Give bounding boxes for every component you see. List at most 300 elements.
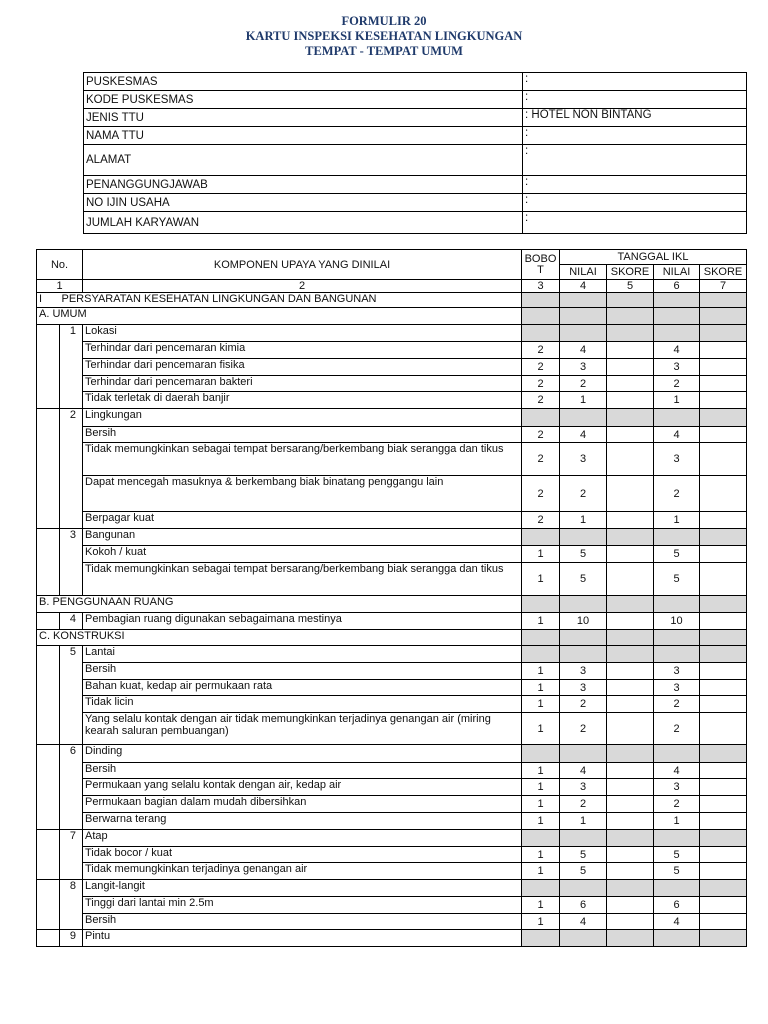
skore-cell[interactable] xyxy=(607,476,654,512)
bobot-cell xyxy=(522,293,560,308)
table-row xyxy=(37,930,747,947)
info-value-field[interactable]: : xyxy=(523,212,747,234)
info-value-field[interactable]: : xyxy=(523,145,747,176)
blank-cell xyxy=(60,713,83,745)
nilai-cell: 5 xyxy=(654,546,700,563)
criteria-text: Berwarna terang xyxy=(83,813,522,830)
blank-cell xyxy=(60,476,83,512)
nilai-cell: 1 xyxy=(560,813,607,830)
skore-cell[interactable] xyxy=(607,763,654,779)
bobot-cell: 1 xyxy=(522,779,560,796)
skore-cell xyxy=(700,596,747,613)
skore-cell xyxy=(607,529,654,546)
skore-cell xyxy=(700,409,747,427)
bobot-cell xyxy=(522,745,560,763)
skore-cell xyxy=(607,646,654,663)
group-title: Bangunan xyxy=(83,529,522,546)
nilai-cell: 6 xyxy=(654,897,700,914)
skore-cell[interactable] xyxy=(700,680,747,696)
nilai-cell: 5 xyxy=(654,863,700,880)
skore-cell xyxy=(700,308,747,325)
info-value-field[interactable]: : xyxy=(523,176,747,194)
table-row xyxy=(37,293,747,308)
info-label: JUMLAH KARYAWAN xyxy=(84,212,523,234)
skore-cell[interactable] xyxy=(607,914,654,930)
skore-cell[interactable] xyxy=(700,563,747,596)
table-row xyxy=(37,897,747,914)
info-value-field[interactable]: : xyxy=(523,91,747,109)
blank-cell xyxy=(37,863,60,880)
table-row xyxy=(37,476,747,512)
info-value-field[interactable]: : xyxy=(523,127,747,145)
table-row xyxy=(37,392,747,409)
nilai-cell: 5 xyxy=(654,847,700,863)
nilai-cell: 4 xyxy=(654,763,700,779)
nilai-cell: 2 xyxy=(560,796,607,813)
skore-cell[interactable] xyxy=(607,663,654,680)
skore-cell xyxy=(700,646,747,663)
nilai-cell: 3 xyxy=(560,443,607,476)
nilai-cell: 2 xyxy=(560,476,607,512)
header-no: No. xyxy=(37,250,83,280)
form-number: FORMULIR 20 xyxy=(341,14,427,28)
nilai-cell xyxy=(560,308,607,325)
nilai-cell: 2 xyxy=(560,376,607,392)
skore-cell xyxy=(700,830,747,847)
nilai-cell xyxy=(654,646,700,663)
skore-cell[interactable] xyxy=(607,847,654,863)
table-row xyxy=(37,847,747,863)
info-value-field[interactable]: : xyxy=(523,194,747,212)
table-row xyxy=(37,512,747,529)
nilai-cell xyxy=(560,293,607,308)
info-label: KODE PUSKESMAS xyxy=(84,91,523,109)
nilai-cell: 6 xyxy=(560,897,607,914)
info-label: NO IJIN USAHA xyxy=(84,194,523,212)
identity-table xyxy=(83,72,747,234)
inspection-table xyxy=(36,249,747,947)
table-row xyxy=(37,529,747,546)
bobot-cell: 1 xyxy=(522,713,560,745)
item-number: 4 xyxy=(60,613,83,630)
blank-cell xyxy=(37,512,60,529)
skore-cell xyxy=(700,293,747,308)
skore-cell[interactable] xyxy=(700,897,747,914)
blank-cell xyxy=(37,914,60,930)
table-row xyxy=(37,779,747,796)
inspection-rows xyxy=(37,293,747,947)
blank-cell xyxy=(37,930,60,947)
criteria-text: Yang selalu kontak dengan air tidak memungkinkan terjadinya genangan air (miring kearah saluran pembuangan) xyxy=(83,713,522,745)
skore-cell[interactable] xyxy=(700,847,747,863)
skore-cell[interactable] xyxy=(700,763,747,779)
blank-cell xyxy=(60,897,83,914)
criteria-text: Bahan kuat, kedap air permukaan rata xyxy=(83,680,522,696)
bobot-cell xyxy=(522,409,560,427)
table-row xyxy=(37,359,747,376)
form-header xyxy=(0,14,768,59)
blank-cell xyxy=(60,359,83,376)
nilai-cell: 2 xyxy=(560,713,607,745)
blank-cell xyxy=(60,763,83,779)
nilai-cell: 1 xyxy=(654,813,700,830)
skore-cell[interactable] xyxy=(607,779,654,796)
blank-cell xyxy=(37,409,60,427)
info-label: PUSKESMAS xyxy=(84,73,523,91)
table-row xyxy=(37,409,747,427)
table-row xyxy=(37,342,747,359)
skore-cell xyxy=(607,880,654,897)
skore-cell[interactable] xyxy=(700,359,747,376)
blank-cell xyxy=(37,342,60,359)
skore-cell[interactable] xyxy=(700,443,747,476)
nilai-cell: 1 xyxy=(654,512,700,529)
criteria-text: Tidak memungkinkan sebagai tempat bersarang/berkembang biak serangga dan tikus xyxy=(83,563,522,596)
bobot-cell: 1 xyxy=(522,914,560,930)
column-index: 1 xyxy=(37,280,83,293)
nilai-cell: 2 xyxy=(654,376,700,392)
nilai-cell: 2 xyxy=(654,476,700,512)
blank-cell xyxy=(60,696,83,713)
blank-cell xyxy=(37,847,60,863)
blank-cell xyxy=(60,847,83,863)
bobot-cell: 1 xyxy=(522,613,560,630)
criteria-text: Tidak bocor / kuat xyxy=(83,847,522,863)
skore-cell[interactable] xyxy=(607,813,654,830)
skore-cell xyxy=(700,529,747,546)
nilai-cell xyxy=(654,630,700,646)
nilai-cell xyxy=(560,880,607,897)
nilai-cell: 3 xyxy=(654,443,700,476)
bobot-cell xyxy=(522,325,560,342)
skore-cell[interactable] xyxy=(700,376,747,392)
blank-cell xyxy=(37,376,60,392)
criteria-text: Tinggi dari lantai min 2.5m xyxy=(83,897,522,914)
table-row xyxy=(37,443,747,476)
bobot-cell: 1 xyxy=(522,696,560,713)
skore-cell xyxy=(700,880,747,897)
bobot-cell: 2 xyxy=(522,359,560,376)
skore-cell[interactable] xyxy=(607,546,654,563)
skore-cell[interactable] xyxy=(607,376,654,392)
blank-cell xyxy=(60,796,83,813)
skore-cell[interactable] xyxy=(700,713,747,745)
nilai-cell: 3 xyxy=(560,663,607,680)
skore-cell xyxy=(607,293,654,308)
skore-cell[interactable] xyxy=(700,813,747,830)
blank-cell xyxy=(60,914,83,930)
nilai-cell: 4 xyxy=(560,914,607,930)
nilai-cell: 1 xyxy=(560,392,607,409)
table-row xyxy=(37,546,747,563)
blank-cell xyxy=(37,646,60,663)
table-row xyxy=(37,796,747,813)
blank-cell xyxy=(37,613,60,630)
skore-cell[interactable] xyxy=(607,342,654,359)
criteria-text: Bersih xyxy=(83,427,522,443)
nilai-cell: 2 xyxy=(560,696,607,713)
criteria-text: Terhindar dari pencemaran bakteri xyxy=(83,376,522,392)
criteria-text: Pembagian ruang digunakan sebagaimana mestinya xyxy=(83,613,522,630)
bobot-cell: 1 xyxy=(522,680,560,696)
header-bobot: BOBO T xyxy=(522,250,560,280)
bobot-cell: 1 xyxy=(522,813,560,830)
skore-cell xyxy=(700,325,747,342)
skore-cell[interactable] xyxy=(700,663,747,680)
group-title: Lingkungan xyxy=(83,409,522,427)
criteria-text: Tidak licin xyxy=(83,696,522,713)
blank-cell xyxy=(37,796,60,813)
blank-cell xyxy=(37,359,60,376)
skore-cell[interactable] xyxy=(607,613,654,630)
blank-cell xyxy=(37,897,60,914)
header-nilai-2: NILAI xyxy=(654,265,700,280)
nilai-cell: 3 xyxy=(654,359,700,376)
skore-cell[interactable] xyxy=(607,563,654,596)
criteria-text: Kokoh / kuat xyxy=(83,546,522,563)
blank-cell xyxy=(37,813,60,830)
skore-cell[interactable] xyxy=(700,696,747,713)
bobot-cell: 1 xyxy=(522,796,560,813)
criteria-text: Dapat mencegah masuknya & berkembang biak binatang penggangu lain xyxy=(83,476,522,512)
nilai-cell xyxy=(560,409,607,427)
bobot-cell xyxy=(522,529,560,546)
roman-numeral: I xyxy=(37,293,60,308)
skore-cell[interactable] xyxy=(607,392,654,409)
skore-cell[interactable] xyxy=(700,427,747,443)
skore-cell[interactable] xyxy=(607,427,654,443)
table-row xyxy=(37,914,747,930)
skore-cell[interactable] xyxy=(607,512,654,529)
bobot-cell xyxy=(522,646,560,663)
nilai-cell xyxy=(654,745,700,763)
blank-cell xyxy=(37,880,60,897)
section-title: A. UMUM xyxy=(37,308,522,325)
group-title: Atap xyxy=(83,830,522,847)
criteria-text: Bersih xyxy=(83,914,522,930)
skore-cell[interactable] xyxy=(607,696,654,713)
table-row xyxy=(37,663,747,680)
bobot-cell: 2 xyxy=(522,392,560,409)
nilai-cell: 10 xyxy=(560,613,607,630)
item-number: 6 xyxy=(60,745,83,763)
nilai-cell xyxy=(654,830,700,847)
nilai-cell xyxy=(560,745,607,763)
item-number: 1 xyxy=(60,325,83,342)
header-skore-1: SKORE xyxy=(607,265,654,280)
nilai-cell: 5 xyxy=(654,563,700,596)
nilai-cell xyxy=(654,596,700,613)
skore-cell[interactable] xyxy=(607,443,654,476)
skore-cell[interactable] xyxy=(700,779,747,796)
item-number: 9 xyxy=(60,930,83,947)
info-label: JENIS TTU xyxy=(84,109,523,127)
skore-cell xyxy=(607,409,654,427)
skore-cell xyxy=(607,930,654,947)
bobot-cell: 1 xyxy=(522,863,560,880)
blank-cell xyxy=(60,392,83,409)
skore-cell[interactable] xyxy=(700,613,747,630)
blank-cell xyxy=(37,563,60,596)
blank-cell xyxy=(60,376,83,392)
bobot-cell xyxy=(522,630,560,646)
criteria-text: Permukaan yang selalu kontak dengan air, kedap air xyxy=(83,779,522,796)
bobot-cell: 2 xyxy=(522,443,560,476)
bobot-cell: 2 xyxy=(522,427,560,443)
skore-cell[interactable] xyxy=(700,342,747,359)
nilai-cell: 3 xyxy=(560,680,607,696)
nilai-cell: 1 xyxy=(560,512,607,529)
table-row xyxy=(37,713,747,745)
skore-cell[interactable] xyxy=(700,392,747,409)
skore-cell[interactable] xyxy=(700,796,747,813)
skore-cell xyxy=(607,596,654,613)
nilai-cell xyxy=(654,308,700,325)
blank-cell xyxy=(37,546,60,563)
criteria-text: Permukaan bagian dalam mudah dibersihkan xyxy=(83,796,522,813)
bobot-cell xyxy=(522,880,560,897)
bobot-cell xyxy=(522,830,560,847)
bobot-cell: 2 xyxy=(522,376,560,392)
blank-cell xyxy=(37,696,60,713)
nilai-cell xyxy=(560,646,607,663)
nilai-cell: 4 xyxy=(560,763,607,779)
blank-cell xyxy=(60,443,83,476)
chapter-title: PERSYARATAN KESEHATAN LINGKUNGAN DAN BANGUNAN xyxy=(60,293,522,308)
group-title: Langit-langit xyxy=(83,880,522,897)
nilai-cell: 3 xyxy=(560,779,607,796)
blank-cell xyxy=(37,392,60,409)
table-row xyxy=(37,646,747,663)
table-row xyxy=(37,863,747,880)
criteria-text: Tidak memungkinkan terjadinya genangan air xyxy=(83,863,522,880)
table-row xyxy=(37,308,747,325)
column-index: 6 xyxy=(654,280,700,293)
table-row xyxy=(37,680,747,696)
nilai-cell: 3 xyxy=(560,359,607,376)
table-row xyxy=(37,325,747,342)
skore-cell[interactable] xyxy=(700,476,747,512)
skore-cell xyxy=(700,745,747,763)
header-nilai-1: NILAI xyxy=(560,265,607,280)
form-subtitle: TEMPAT - TEMPAT UMUM xyxy=(305,44,463,58)
column-index: 7 xyxy=(700,280,747,293)
blank-cell xyxy=(37,663,60,680)
blank-cell xyxy=(60,680,83,696)
group-title: Dinding xyxy=(83,745,522,763)
nilai-cell: 4 xyxy=(560,427,607,443)
nilai-cell xyxy=(654,529,700,546)
header-skore-2: SKORE xyxy=(700,265,747,280)
nilai-cell xyxy=(560,529,607,546)
nilai-cell xyxy=(560,630,607,646)
nilai-cell: 3 xyxy=(654,680,700,696)
skore-cell[interactable] xyxy=(700,512,747,529)
header-komponen: KOMPONEN UPAYA YANG DINILAI xyxy=(83,250,522,280)
criteria-text: Bersih xyxy=(83,763,522,779)
nilai-cell: 4 xyxy=(654,914,700,930)
blank-cell xyxy=(37,779,60,796)
blank-cell xyxy=(60,512,83,529)
nilai-cell: 10 xyxy=(654,613,700,630)
info-value-field[interactable]: : HOTEL NON BINTANG xyxy=(523,109,747,127)
bobot-cell xyxy=(522,930,560,947)
bobot-cell xyxy=(522,596,560,613)
table-row xyxy=(37,376,747,392)
skore-cell[interactable] xyxy=(700,863,747,880)
bobot-cell xyxy=(522,308,560,325)
nilai-cell: 4 xyxy=(654,427,700,443)
skore-cell xyxy=(700,630,747,646)
bobot-cell: 1 xyxy=(522,763,560,779)
bobot-cell: 1 xyxy=(522,563,560,596)
blank-cell xyxy=(37,680,60,696)
blank-cell xyxy=(37,529,60,546)
skore-cell[interactable] xyxy=(607,713,654,745)
blank-cell xyxy=(60,546,83,563)
nilai-cell: 2 xyxy=(654,796,700,813)
item-number: 8 xyxy=(60,880,83,897)
blank-cell xyxy=(37,325,60,342)
nilai-cell xyxy=(654,880,700,897)
table-row xyxy=(37,630,747,646)
column-index: 2 xyxy=(83,280,522,293)
table-row xyxy=(37,613,747,630)
info-label: ALAMAT xyxy=(84,145,523,176)
bobot-cell: 1 xyxy=(522,546,560,563)
table-row xyxy=(37,427,747,443)
skore-cell[interactable] xyxy=(607,359,654,376)
column-index: 5 xyxy=(607,280,654,293)
skore-cell xyxy=(700,930,747,947)
item-number: 7 xyxy=(60,830,83,847)
nilai-cell: 5 xyxy=(560,847,607,863)
nilai-cell: 5 xyxy=(560,863,607,880)
skore-cell xyxy=(607,630,654,646)
nilai-cell: 2 xyxy=(654,713,700,745)
blank-cell xyxy=(60,427,83,443)
skore-cell xyxy=(607,745,654,763)
skore-cell[interactable] xyxy=(700,914,747,930)
skore-cell[interactable] xyxy=(700,546,747,563)
blank-cell xyxy=(37,713,60,745)
nilai-cell xyxy=(560,325,607,342)
blank-cell xyxy=(37,763,60,779)
blank-cell xyxy=(60,813,83,830)
skore-cell[interactable] xyxy=(607,680,654,696)
table-row xyxy=(37,596,747,613)
table-row xyxy=(37,830,747,847)
group-title: Lantai xyxy=(83,646,522,663)
bobot-cell: 2 xyxy=(522,342,560,359)
group-title: Pintu xyxy=(83,930,522,947)
header-tanggal-ikl: TANGGAL IKL xyxy=(560,250,747,265)
info-value-field[interactable]: : xyxy=(523,73,747,91)
blank-cell xyxy=(60,663,83,680)
nilai-cell: 4 xyxy=(654,342,700,359)
blank-cell xyxy=(37,830,60,847)
nilai-cell xyxy=(654,293,700,308)
nilai-cell xyxy=(560,830,607,847)
skore-cell[interactable] xyxy=(607,863,654,880)
criteria-text: Berpagar kuat xyxy=(83,512,522,529)
column-index: 3 xyxy=(522,280,560,293)
skore-cell[interactable] xyxy=(607,897,654,914)
nilai-cell: 5 xyxy=(560,563,607,596)
blank-cell xyxy=(37,443,60,476)
item-number: 3 xyxy=(60,529,83,546)
skore-cell[interactable] xyxy=(607,796,654,813)
